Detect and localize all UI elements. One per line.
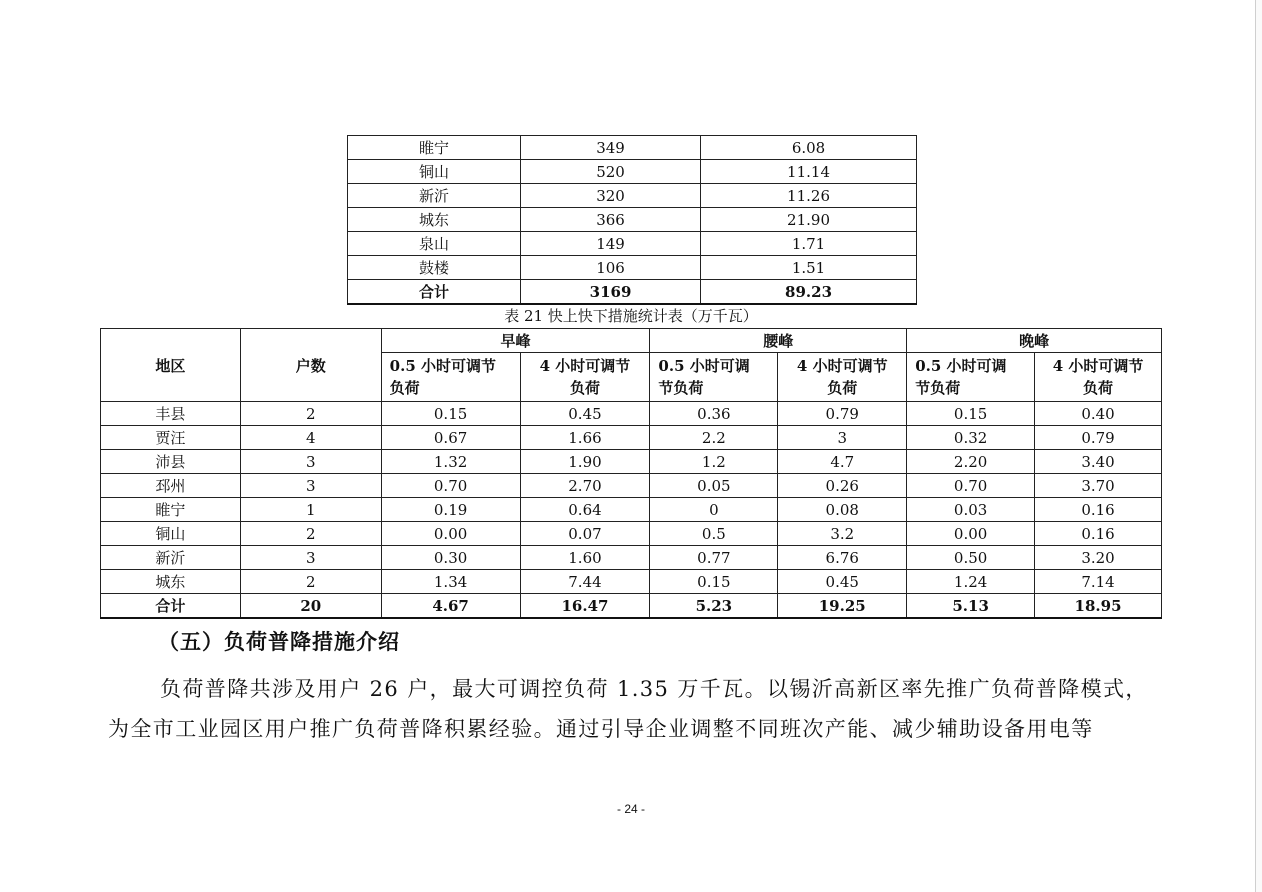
table-quick-up-down-stats	[100, 328, 1162, 619]
evening-four-hour-cell: 3.40	[1035, 450, 1162, 474]
header-morning-four-hour: 4 小时可调节 负荷	[520, 353, 650, 402]
table-row	[101, 522, 1162, 546]
morning-half-hour-cell: 1.32	[381, 450, 520, 474]
header-waist-peak: 腰峰	[650, 329, 907, 353]
households-cell: 520	[520, 160, 700, 184]
morning-four-hour-cell: 7.44	[520, 570, 650, 594]
waist-half-hour-cell: 1.2	[650, 450, 778, 474]
section-heading: （五）负荷普降措施介绍	[158, 629, 400, 654]
region-cell: 邳州	[101, 474, 241, 498]
table-total-row	[348, 280, 917, 305]
table-row	[101, 402, 1162, 426]
households-cell: 3169	[520, 280, 700, 305]
region-cell: 沛县	[101, 450, 241, 474]
header-evening-peak: 晚峰	[907, 329, 1162, 353]
evening-half-hour-cell: 0.70	[907, 474, 1035, 498]
region-cell: 城东	[348, 208, 521, 232]
waist-half-hour-cell: 0.36	[650, 402, 778, 426]
morning-half-hour-cell: 0.70	[381, 474, 520, 498]
morning-half-hour-cell: 1.34	[381, 570, 520, 594]
table-total-row	[101, 594, 1162, 619]
waist-half-hour-cell: 0.77	[650, 546, 778, 570]
waist-half-hour-cell: 5.23	[650, 594, 778, 619]
households-cell: 4	[240, 426, 381, 450]
evening-four-hour-cell: 3.70	[1035, 474, 1162, 498]
table-row	[101, 570, 1162, 594]
load-cell: 1.71	[701, 232, 917, 256]
evening-half-hour-cell: 0.32	[907, 426, 1035, 450]
households-cell: 149	[520, 232, 700, 256]
evening-half-hour-cell: 0.03	[907, 498, 1035, 522]
households-cell: 3	[240, 546, 381, 570]
waist-half-hour-cell: 0.15	[650, 570, 778, 594]
load-cell: 11.14	[701, 160, 917, 184]
page-edge	[1255, 0, 1262, 892]
evening-half-hour-cell: 0.00	[907, 522, 1035, 546]
waist-four-hour-cell: 6.76	[778, 546, 907, 570]
header-evening-half-hour: 0.5 小时可调 节负荷	[907, 353, 1035, 402]
load-cell: 6.08	[701, 136, 917, 160]
evening-four-hour-cell: 18.95	[1035, 594, 1162, 619]
header-evening-four-hour: 4 小时可调节 负荷	[1035, 353, 1162, 402]
page-number: - 24 -	[616, 802, 645, 816]
evening-half-hour-cell: 0.50	[907, 546, 1035, 570]
header-waist-four-hour: 4 小时可调节 负荷	[778, 353, 907, 402]
region-cell: 睢宁	[101, 498, 241, 522]
waist-four-hour-cell: 3.2	[778, 522, 907, 546]
households-cell: 2	[240, 522, 381, 546]
morning-four-hour-cell: 1.60	[520, 546, 650, 570]
evening-four-hour-cell: 0.40	[1035, 402, 1162, 426]
region-cell: 鼓楼	[348, 256, 521, 280]
header-households: 户数	[240, 329, 381, 402]
table-row	[348, 256, 917, 280]
morning-four-hour-cell: 2.70	[520, 474, 650, 498]
morning-half-hour-cell: 0.67	[381, 426, 520, 450]
morning-four-hour-cell: 1.66	[520, 426, 650, 450]
waist-four-hour-cell: 0.79	[778, 402, 907, 426]
households-cell: 20	[240, 594, 381, 619]
region-cell: 泉山	[348, 232, 521, 256]
households-cell: 349	[520, 136, 700, 160]
region-cell: 丰县	[101, 402, 241, 426]
load-cell: 11.26	[701, 184, 917, 208]
table-row	[348, 232, 917, 256]
table-row	[101, 474, 1162, 498]
morning-four-hour-cell: 0.07	[520, 522, 650, 546]
waist-half-hour-cell: 0.05	[650, 474, 778, 498]
evening-half-hour-cell: 1.24	[907, 570, 1035, 594]
table-row	[101, 546, 1162, 570]
morning-half-hour-cell: 0.00	[381, 522, 520, 546]
morning-four-hour-cell: 0.64	[520, 498, 650, 522]
waist-four-hour-cell: 19.25	[778, 594, 907, 619]
evening-four-hour-cell: 0.16	[1035, 522, 1162, 546]
body-paragraph-line-1: 负荷普降共涉及用户 26 户，最大可调控负荷 1.35 万千瓦。以锡沂高新区率先推广负荷普降模式，	[160, 677, 1148, 701]
waist-half-hour-cell: 2.2	[650, 426, 778, 450]
waist-four-hour-cell: 0.26	[778, 474, 907, 498]
region-cell: 铜山	[101, 522, 241, 546]
households-cell: 2	[240, 570, 381, 594]
table-21-caption: 表 21 快上快下措施统计表（万千瓦）	[504, 307, 758, 325]
table-row	[101, 450, 1162, 474]
evening-four-hour-cell: 0.79	[1035, 426, 1162, 450]
waist-four-hour-cell: 3	[778, 426, 907, 450]
households-cell: 320	[520, 184, 700, 208]
load-cell: 21.90	[701, 208, 917, 232]
load-cell: 89.23	[701, 280, 917, 305]
morning-half-hour-cell: 0.30	[381, 546, 520, 570]
waist-four-hour-cell: 0.45	[778, 570, 907, 594]
region-cell: 城东	[101, 570, 241, 594]
region-cell: 新沂	[348, 184, 521, 208]
morning-four-hour-cell: 0.45	[520, 402, 650, 426]
waist-four-hour-cell: 0.08	[778, 498, 907, 522]
table-household-load-continued	[347, 135, 917, 305]
header-morning-peak: 早峰	[381, 329, 650, 353]
header-waist-half-hour: 0.5 小时可调 节负荷	[650, 353, 778, 402]
table-row	[348, 184, 917, 208]
households-cell: 1	[240, 498, 381, 522]
header-region: 地区	[101, 329, 241, 402]
region-cell: 合计	[348, 280, 521, 305]
table-row	[348, 136, 917, 160]
region-cell: 合计	[101, 594, 241, 619]
waist-half-hour-cell: 0.5	[650, 522, 778, 546]
evening-half-hour-cell: 5.13	[907, 594, 1035, 619]
table-row	[101, 426, 1162, 450]
table-header-group-row	[101, 329, 1162, 353]
morning-four-hour-cell: 1.90	[520, 450, 650, 474]
morning-half-hour-cell: 0.19	[381, 498, 520, 522]
morning-half-hour-cell: 0.15	[381, 402, 520, 426]
morning-four-hour-cell: 16.47	[520, 594, 650, 619]
waist-half-hour-cell: 0	[650, 498, 778, 522]
evening-half-hour-cell: 2.20	[907, 450, 1035, 474]
evening-four-hour-cell: 7.14	[1035, 570, 1162, 594]
table-row	[348, 208, 917, 232]
households-cell: 3	[240, 450, 381, 474]
table-row	[348, 160, 917, 184]
evening-four-hour-cell: 0.16	[1035, 498, 1162, 522]
households-cell: 106	[520, 256, 700, 280]
households-cell: 3	[240, 474, 381, 498]
load-cell: 1.51	[701, 256, 917, 280]
households-cell: 2	[240, 402, 381, 426]
households-cell: 366	[520, 208, 700, 232]
body-paragraph-line-2: 为全市工业园区用户推广负荷普降积累经验。通过引导企业调整不同班次产能、减少辅助设备用电等	[108, 717, 1094, 741]
region-cell: 铜山	[348, 160, 521, 184]
region-cell: 新沂	[101, 546, 241, 570]
waist-four-hour-cell: 4.7	[778, 450, 907, 474]
region-cell: 睢宁	[348, 136, 521, 160]
table-row	[101, 498, 1162, 522]
header-morning-half-hour: 0.5 小时可调节 负荷	[381, 353, 520, 402]
evening-half-hour-cell: 0.15	[907, 402, 1035, 426]
morning-half-hour-cell: 4.67	[381, 594, 520, 619]
region-cell: 贾汪	[101, 426, 241, 450]
evening-four-hour-cell: 3.20	[1035, 546, 1162, 570]
